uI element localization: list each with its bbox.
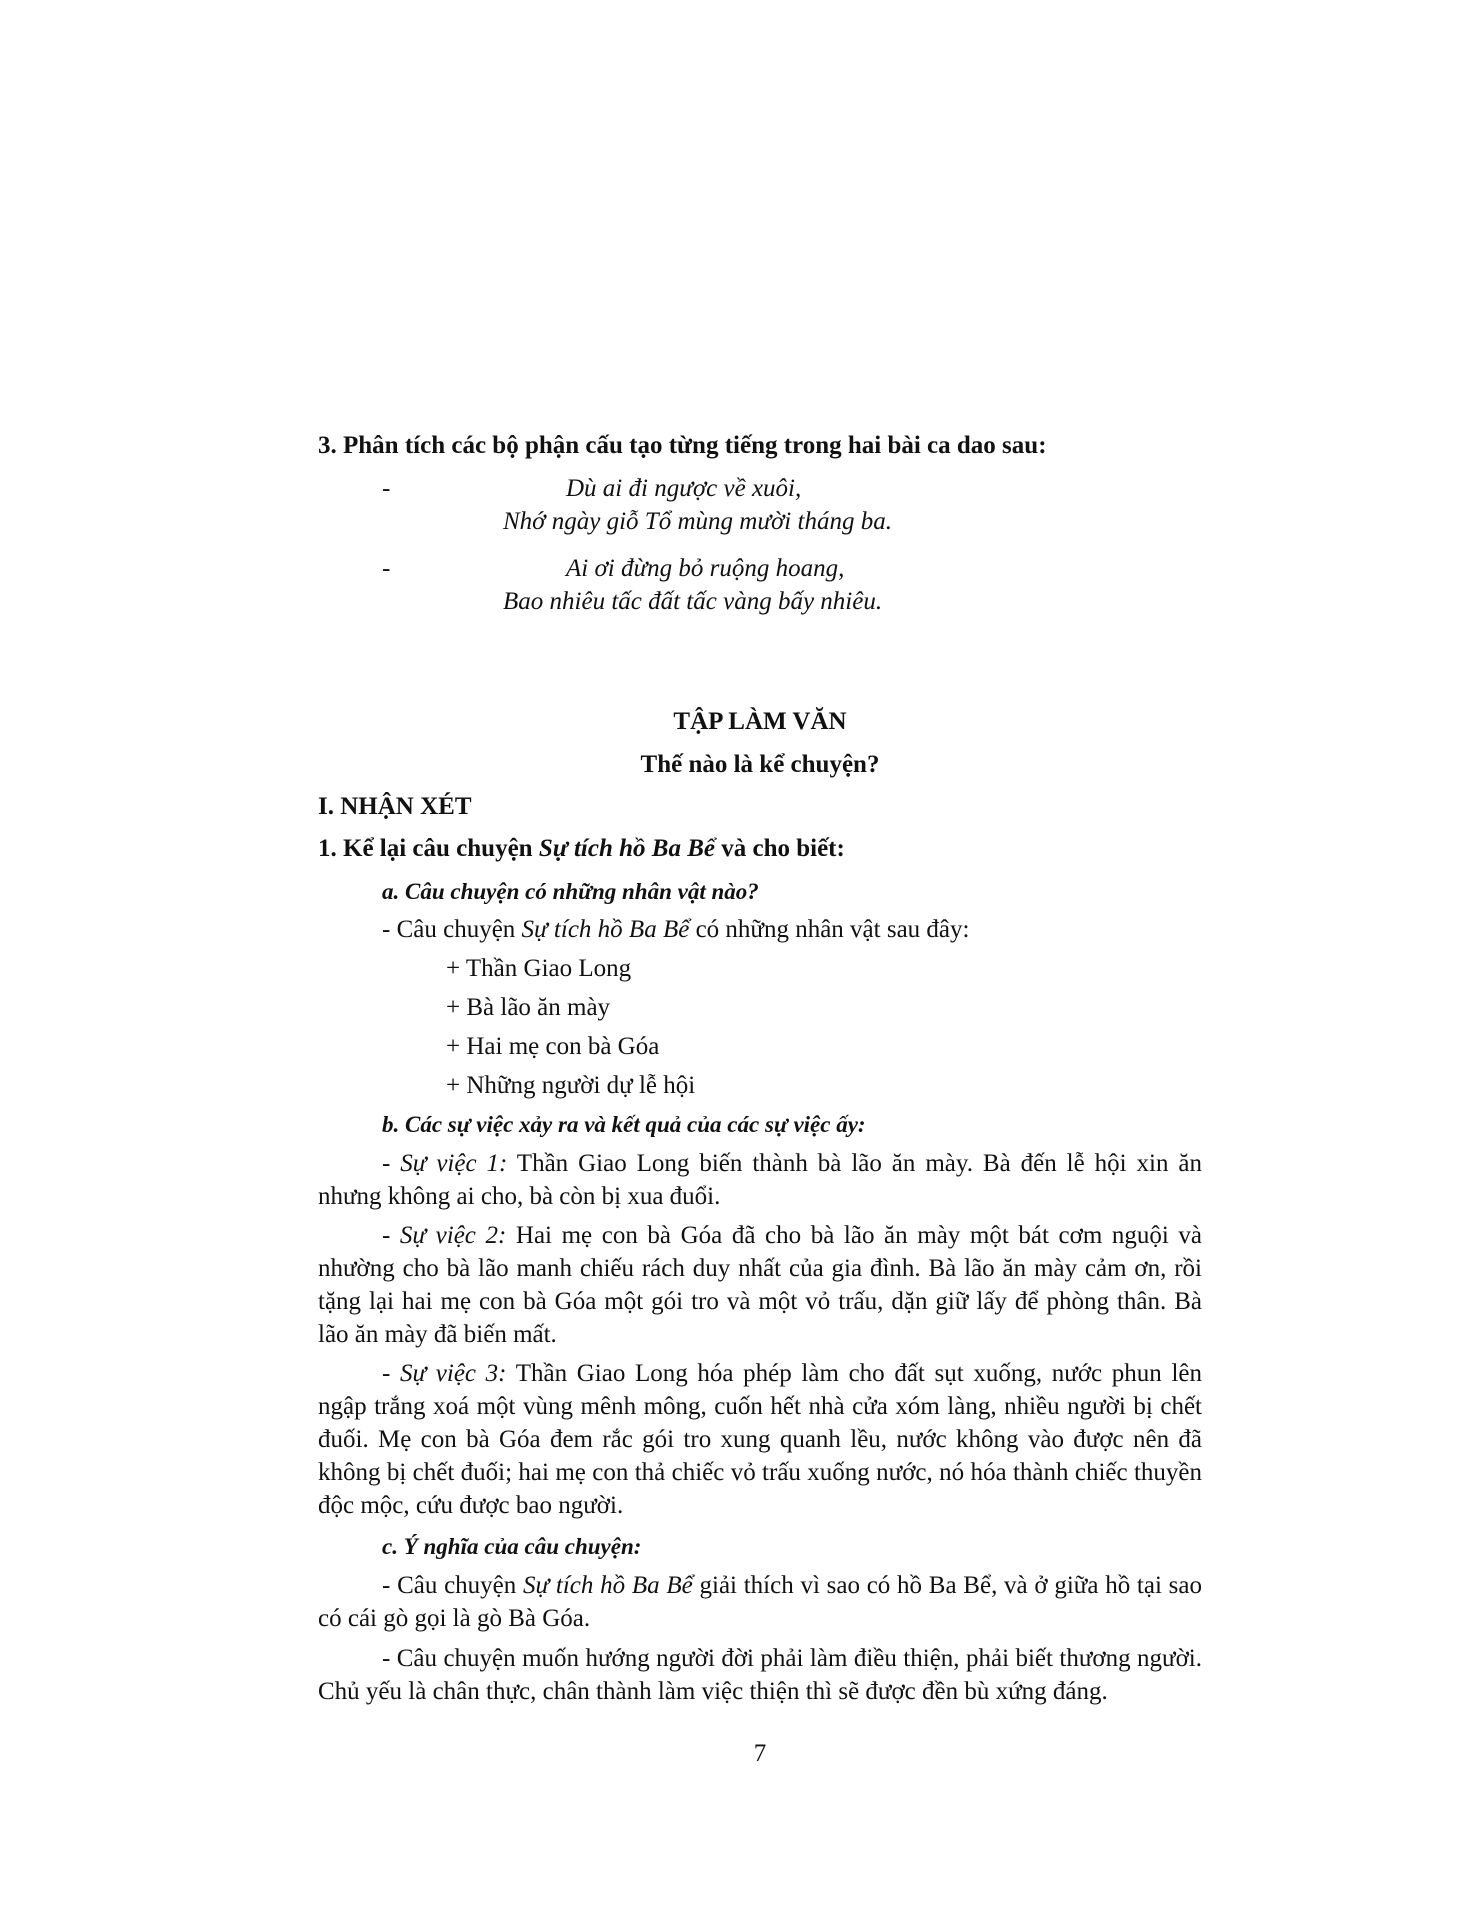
event-1 [318, 1147, 1202, 1213]
poem-2-line-2: Bao nhiêu tấc đất tấc vàng bấy nhiêu. [503, 588, 883, 615]
page-number: 7 [753, 1740, 767, 1767]
event-1-label: - Sự việc 1: [382, 1150, 508, 1177]
poem-1-line-2: Nhớ ngày giỗ Tổ mùng mười tháng ba. [503, 508, 892, 535]
question-1-prefix: 1. Kể lại câu chuyện [318, 835, 539, 862]
poem-1-dash: - [382, 475, 391, 502]
question-1 [318, 832, 845, 865]
event-2-label: - Sự việc 2: [382, 1222, 507, 1249]
event-1-text: Thần Giao Long biến thành bà lão ăn mày. Bà đến lễ hội xin ăn nhưng không ai cho, bà còn bị xua đuổi. [318, 1150, 1202, 1210]
sub-a-intro-prefix: - Câu chuyện [382, 916, 522, 943]
meaning-paragraph-2: - Câu chuyện muốn hướng người đời phải làm điều thiện, phải biết thương người. Chủ yếu là chân thực, chân thành làm việc thiện thì sẽ được đền bù xứng đáng. [318, 1645, 1202, 1705]
sub-a-title: a. Câu chuyện có những nhân vật nào? [382, 879, 759, 904]
character-item: + Những người dự lễ hội [446, 1072, 696, 1099]
sub-a-intro-story: Sự tích hồ Ba Bể [521, 916, 690, 943]
section-subheading: Thế nào là kể chuyện? [640, 751, 880, 778]
meaning-paragraph-1 [318, 1569, 1202, 1635]
character-item: + Hai mẹ con bà Góa [446, 1033, 660, 1060]
poem-1-line-1: Dù ai đi ngược về xuôi, [566, 475, 802, 502]
meaning-1-suffix: giải thích vì sao có hồ Ba Bể, và ở giữa hồ tại sao có cái gò gọi là gò Bà Góa. [318, 1572, 1202, 1632]
section-heading: TẬP LÀM VĂN [673, 708, 847, 735]
question-1-story: Sự tích hồ Ba Bể [538, 835, 715, 862]
poem-2-dash: - [382, 555, 391, 582]
question-1-suffix: và cho biết: [714, 835, 845, 862]
character-item: + Bà lão ăn mày [446, 994, 611, 1021]
meaning-1-prefix: - Câu chuyện [382, 1572, 524, 1599]
event-2 [318, 1219, 1202, 1351]
event-3 [318, 1357, 1202, 1522]
event-3-text: Thần Giao Long hóa phép làm cho đất sụt xuống, nước phun lên ngập trắng xoá một vùng mênh mông, cuốn hết nhà cửa xóm làng, nhiều người bị chết đuối. Mẹ con bà Góa đem rắc gói tro xung quanh lều, nước không vào được nên đã không bị chết đuối; hai mẹ con thả chiếc vỏ trấu xuống nước, nó hóa thành chiếc thuyền độc mộc, cứu được bao người. [318, 1360, 1202, 1519]
sub-c-title: c. Ý nghĩa của câu chuyện: [382, 1534, 642, 1559]
exercise-3-title: 3. Phân tích các bộ phận cấu tạo từng tiếng trong hai bài ca dao sau: [318, 432, 1047, 459]
sub-a-intro [382, 913, 969, 946]
part-1-heading: I. NHẬN XÉT [318, 793, 472, 820]
event-3-label: - Sự việc 3: [382, 1360, 507, 1387]
sub-b-title: b. Các sự việc xảy ra và kết quả của các sự việc ấy: [382, 1112, 866, 1137]
sub-a-intro-suffix: có những nhân vật sau đây: [689, 916, 970, 943]
meaning-1-story: Sự tích hồ Ba Bể [523, 1572, 693, 1599]
character-item: + Thần Giao Long [446, 955, 632, 982]
event-2-text: Hai mẹ con bà Góa đã cho bà lão ăn mày một bát cơm nguội và nhường cho bà lão manh chiếu rách duy nhất của gia đình. Bà lão ăn mày cảm ơn, rồi tặng lại hai mẹ con bà Góa một gói tro và một vỏ trấu, dặn giữ lấy để phòng thân. Bà lão ăn mày đã biến mất. [318, 1222, 1202, 1348]
poem-2-line-1: Ai ơi đừng bỏ ruộng hoang, [566, 555, 845, 582]
